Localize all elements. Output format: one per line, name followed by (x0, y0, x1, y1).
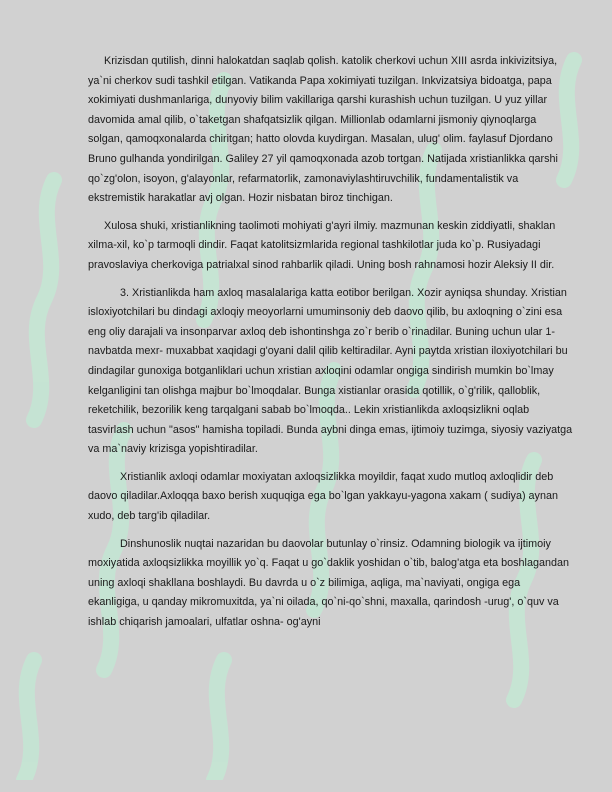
paragraph-2: Xulosa shuki, xristianlikning taolimoti mohiyati g'ayri ilmiy. mazmunan keskin ziddiyatli, shaklan xilma-xil, ko`p tarmoqli dindir. Faqat katolitsizmlarida regional tashkilotlar juda ko`p. Rusiyadagi pravoslaviya cherkoviga patrialxal sinod rahbarlik qiladi. Uning bosh rahnamosi hozir Aleksiy II dir. (88, 219, 556, 271)
paragraph-4: Xristianlik axloqi odamlar moxiyatan axloqsizlikka moyildir, faqat xudo mutloq axloqlidir deb daovo qiladilar.Axloqqa baxo berish xuquqiga ega bo`lgan yakkayu-yagona xakam ( sudiya) aynan xudo, deb targ'ib qiladilar. (88, 470, 558, 523)
paragraph-5: Dinshunoslik nuqtai nazaridan bu daovolar butunlay o`rinsiz. Odamning biologik va ijtimoiy moxiyatida axloqsizlikka moyillik yo`q. Faqat u go`daklik yoshidan o`tib, balog'atga eta boshlagandan uning axloqi shakllana boshlaydi. Bu davrda u o`z bilimiga, aqliga, ma`naviyati, ongiga ega ekanligiga, u qanday mikromuxitda, ya`ni oilada, qo`ni-qo`shni, maxalla, qarindosh -urug', o`quv va ishlab chiqarish jamoalari, ulfatlar oshna- og'ayni (88, 537, 569, 629)
paragraph-1: Krizisdan qutilish, dinni halokatdan saqlab qolish. katolik cherkovi uchun XIII asrda inkivizitsiya, ya`ni cherkov sudi tashkil etilgan. Vatikanda Papa xokimiyati tuzilgan. Inkvizatsiya bidoatga, papa xokimiyati dushmanlariga, dunyoviy bilim vakillariga qarshi kurashish uchun tuzilgan. U yuz yillar davomida amal qilib, o`taketgan shafqatsizlik qilgan. Millionlab odamlarni jismoniy qiynoqlarga solgan, qamoqxonalarda chiritgan; hatto olovda kuydirgan. Masalan, ulug' olim. faylasuf Djordano Bruno gulhanda yondirilgan. Galiley 27 yil qamoqxonada azob tortgan. Natijada xristianlikka qarshi qo`zg'olon, isoyon, g'alayonlar, refarmatorlik, zamonaviylashtiruvchilik, fundamentalistik va ekstremistik harakatlar avj olgan. Hozir nisbatan biroz tinchigan. (88, 55, 558, 205)
paragraph-3: 3. Xristianlikda ham axloq masalalariga katta eotibor berilgan. Xozir ayniqsa shunday. Xristian isloxiyotchilari bu dindagi axloqiy meoyorlarni umuminsoniy deb daovo qilib, bu axloqning o`zini esa eng oliy darajali va insonparvar axloq deb ishontinshga zo`r berib o`rinadilar. Buning uchun ular 1- navbatda mexr- muxabbat xaqidagi g'oyani dalil qilib keltiradilar. Ayni paytda xristian iloxiyotchilari bu dindagilar gunoxiga botganliklari uchun xristian axloqini odamlar ongiga sindirish mumkin bo`lmay kelganligini tan olishga majbur bo`lmoqdalar. Bunga xistianlar orasida qotillik, o`g'rilik, qalloblik, reketchilik, bezorilik keng tarqalgani sabab bo`lmoqda.. Lekin xristianlikda axloqsizlikni oqlab tasvirlash uchun "asos" hamisha topiladi. Bunda aybni dinga emas, ijtimoiy tuzimga, siyosiy vaziyatga va ma`naviy krizisga yopishtiradilar. (88, 286, 573, 456)
document-body (88, 52, 574, 641)
